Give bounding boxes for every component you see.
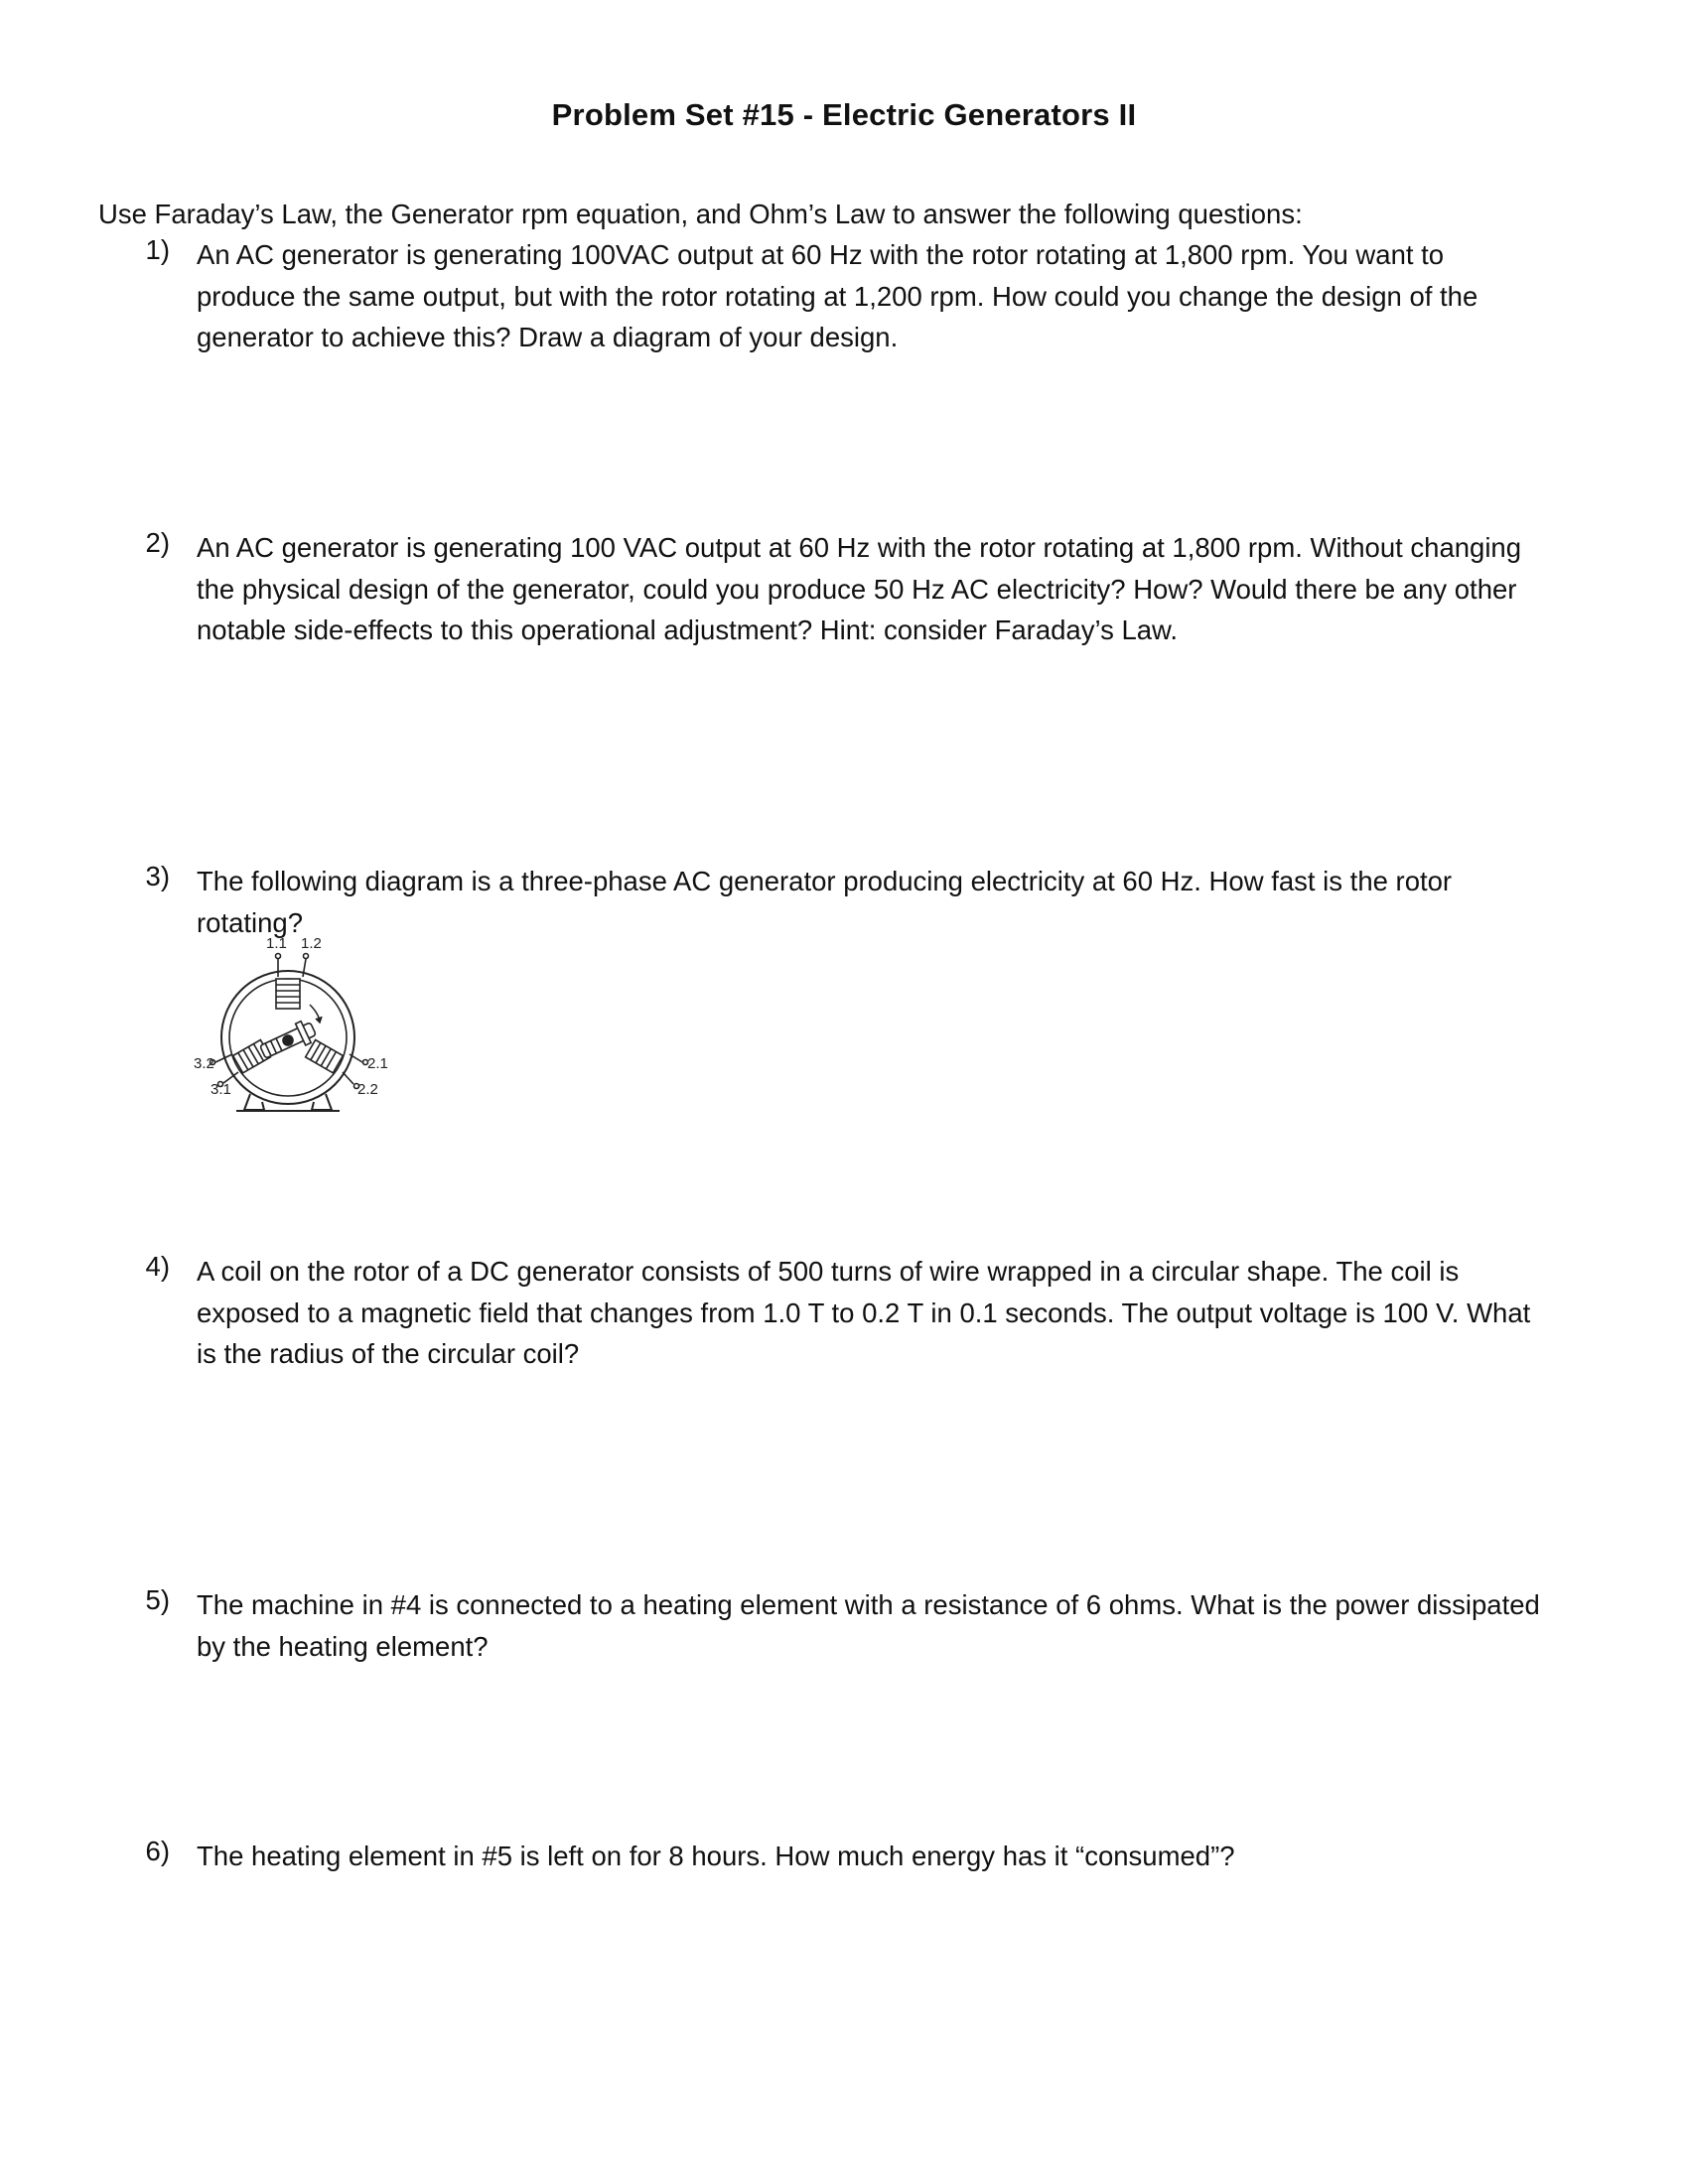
terminal-label-2-1: 2.1 bbox=[367, 1055, 388, 1072]
three-phase-generator-diagram bbox=[189, 933, 407, 1132]
question-number: 5) bbox=[145, 1584, 170, 1615]
terminal-label-1-1: 1.1 bbox=[266, 935, 287, 952]
question-3 bbox=[98, 861, 1588, 943]
question-line: An AC generator is generating 100 VAC output at 60 Hz with the rotor rotating at 1,800 rpm. Without changing bbox=[197, 532, 1522, 563]
stator-coil-top bbox=[276, 979, 300, 1009]
question-number: 1) bbox=[145, 234, 170, 265]
question-2 bbox=[98, 527, 1588, 651]
question-line: A coil on the rotor of a DC generator consists of 500 turns of wire wrapped in a circular shape. The coil is bbox=[197, 1256, 1460, 1287]
question-number: 4) bbox=[145, 1251, 170, 1282]
instructions: Use Faraday’s Law, the Generator rpm equation, and Ohm’s Law to answer the following questions: bbox=[98, 199, 1303, 229]
question-6 bbox=[98, 1836, 1588, 1877]
rotation-arrow-icon bbox=[310, 1005, 322, 1023]
question-5 bbox=[98, 1584, 1588, 1667]
question-line: generator to achieve this? Draw a diagram of your design. bbox=[197, 322, 899, 352]
question-number: 2) bbox=[145, 527, 170, 558]
question-line: The heating element in #5 is left on for 8 hours. How much energy has it “consumed”? bbox=[197, 1841, 1235, 1871]
terminal-label-2-2: 2.2 bbox=[357, 1081, 378, 1098]
terminal-label-1-2: 1.2 bbox=[301, 935, 322, 952]
question-line: The following diagram is a three-phase AC generator producing electricity at 60 Hz. How fast is the rotor bbox=[197, 866, 1453, 896]
question-line: produce the same output, but with the rotor rotating at 1,200 rpm. How could you change the design of the bbox=[197, 280, 1478, 312]
question-line: by the heating element? bbox=[197, 1630, 489, 1662]
terminal-label-3-2: 3.2 bbox=[194, 1055, 214, 1072]
question-number: 6) bbox=[145, 1836, 170, 1866]
question-1 bbox=[98, 234, 1588, 358]
terminal-label-3-1: 3.1 bbox=[211, 1081, 231, 1098]
question-line: notable side-effects to this operational adjustment? Hint: consider Faraday’s Law. bbox=[197, 614, 1179, 645]
question-line: the physical design of the generator, could you produce 50 Hz AC electricity? How? Would there be any other bbox=[197, 573, 1517, 605]
question-line: The machine in #4 is connected to a heating element with a resistance of 6 ohms. What is the power dissipated bbox=[197, 1589, 1540, 1620]
question-line: is the radius of the circular coil? bbox=[197, 1338, 580, 1369]
question-line: An AC generator is generating 100VAC output at 60 Hz with the rotor rotating at 1,800 rpm. You want to bbox=[197, 239, 1445, 270]
question-number: 3) bbox=[145, 861, 170, 891]
question-line: rotating? bbox=[197, 906, 304, 938]
question-4 bbox=[98, 1251, 1588, 1375]
page-title: Problem Set #15 - Electric Generators II bbox=[551, 97, 1137, 132]
question-line: exposed to a magnetic field that changes from 1.0 T to 0.2 T in 0.1 seconds. The output voltage is 100 V. What bbox=[197, 1297, 1531, 1328]
